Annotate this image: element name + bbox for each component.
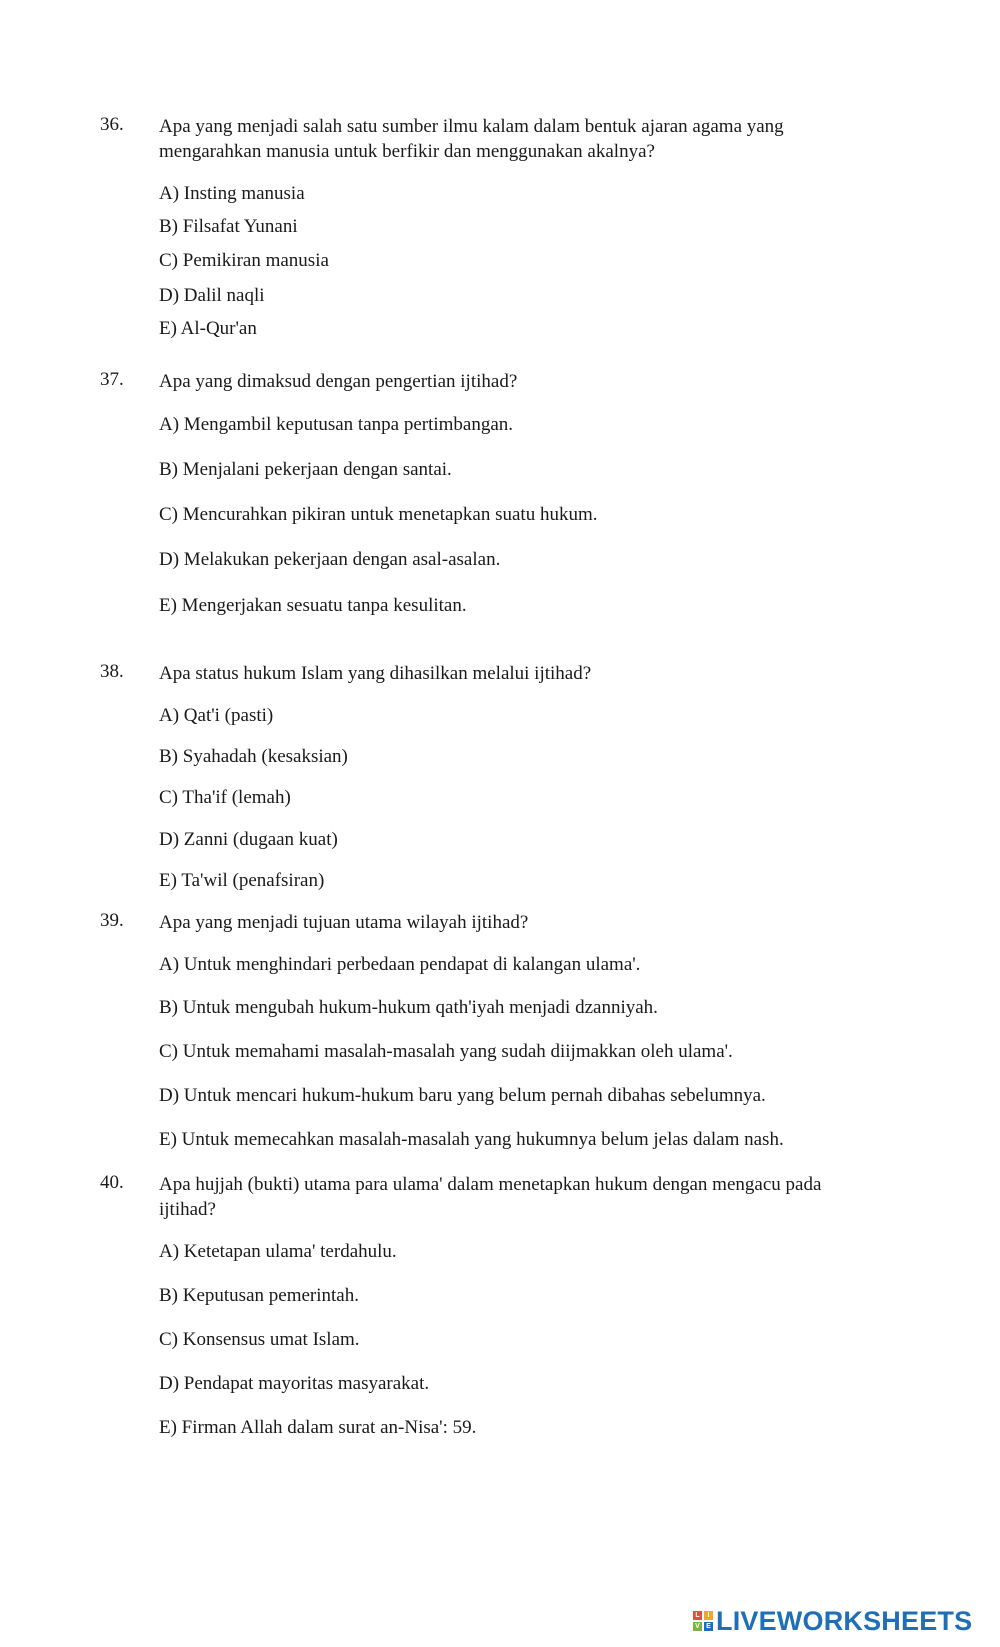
option-37-e[interactable]: E) Mengerjakan sesuatu tanpa kesulitan. — [159, 595, 467, 616]
logo-mark-letter: I — [704, 1611, 713, 1620]
logo-mark-letter: E — [704, 1622, 713, 1631]
question-text: Apa yang menjadi salah satu sumber ilmu kalam dalam bentuk ajaran agama yang mengarahkan manusia untuk berfikir dan menggunakan akalnya? — [159, 116, 784, 162]
option-39-c[interactable]: C) Untuk memahami masalah-masalah yang sudah diijmakkan oleh ulama'. — [159, 1041, 733, 1062]
question-text: Apa status hukum Islam yang dihasilkan melalui ijtihad? — [159, 663, 592, 684]
option-39-d[interactable]: D) Untuk mencari hukum-hukum baru yang belum pernah dibahas sebelumnya. — [159, 1085, 766, 1106]
option-38-b[interactable]: B) Syahadah (kesaksian) — [159, 746, 348, 767]
option-40-a[interactable]: A) Ketetapan ulama' terdahulu. — [159, 1241, 397, 1262]
question-number: 40. — [100, 1172, 124, 1193]
option-37-b[interactable]: B) Menjalani pekerjaan dengan santai. — [159, 459, 452, 480]
option-36-b[interactable]: B) Filsafat Yunani — [159, 216, 298, 237]
question-number: 38. — [100, 661, 124, 682]
option-38-a[interactable]: A) Qat'i (pasti) — [159, 705, 274, 726]
option-39-b[interactable]: B) Untuk mengubah hukum-hukum qath'iyah menjadi dzanniyah. — [159, 997, 658, 1018]
option-36-d[interactable]: D) Dalil naqli — [159, 285, 265, 306]
question-text: Apa yang dimaksud dengan pengertian ijtihad? — [159, 371, 518, 392]
question-text: Apa yang menjadi tujuan utama wilayah ijtihad? — [159, 912, 529, 933]
logo-text: LIVEWORKSHEETS — [716, 1605, 973, 1636]
option-38-d[interactable]: D) Zanni (dugaan kuat) — [159, 829, 338, 850]
option-39-a[interactable]: A) Untuk menghindari perbedaan pendapat di kalangan ulama'. — [159, 954, 641, 975]
logo-mark-letter: L — [693, 1611, 702, 1620]
question-number: 36. — [100, 114, 124, 135]
option-37-c[interactable]: C) Mencurahkan pikiran untuk menetapkan suatu hukum. — [159, 504, 598, 525]
option-40-d[interactable]: D) Pendapat mayoritas masyarakat. — [159, 1373, 430, 1394]
question-number: 37. — [100, 369, 124, 390]
option-40-c[interactable]: C) Konsensus umat Islam. — [159, 1329, 360, 1350]
option-36-e[interactable]: E) Al-Qur'an — [159, 318, 257, 339]
option-37-d[interactable]: D) Melakukan pekerjaan dengan asal-asalan. — [159, 549, 501, 570]
logo-mark-icon — [693, 1611, 713, 1631]
logo-mark-letter: V — [693, 1622, 702, 1631]
option-37-a[interactable]: A) Mengambil keputusan tanpa pertimbangan. — [159, 414, 514, 435]
question-number: 39. — [100, 910, 124, 931]
liveworksheets-logo — [693, 1606, 972, 1636]
option-40-e[interactable]: E) Firman Allah dalam surat an-Nisa': 59. — [159, 1417, 477, 1438]
option-36-a[interactable]: A) Insting manusia — [159, 183, 305, 204]
option-36-c[interactable]: C) Pemikiran manusia — [159, 250, 329, 271]
option-40-b[interactable]: B) Keputusan pemerintah. — [159, 1285, 359, 1306]
option-39-e[interactable]: E) Untuk memecahkan masalah-masalah yang hukumnya belum jelas dalam nash. — [159, 1129, 784, 1150]
option-38-c[interactable]: C) Tha'if (lemah) — [159, 787, 291, 808]
option-38-e[interactable]: E) Ta'wil (penafsiran) — [159, 870, 325, 891]
question-text: Apa hujjah (bukti) utama para ulama' dalam menetapkan hukum dengan mengacu pada ijtihad? — [159, 1174, 822, 1220]
